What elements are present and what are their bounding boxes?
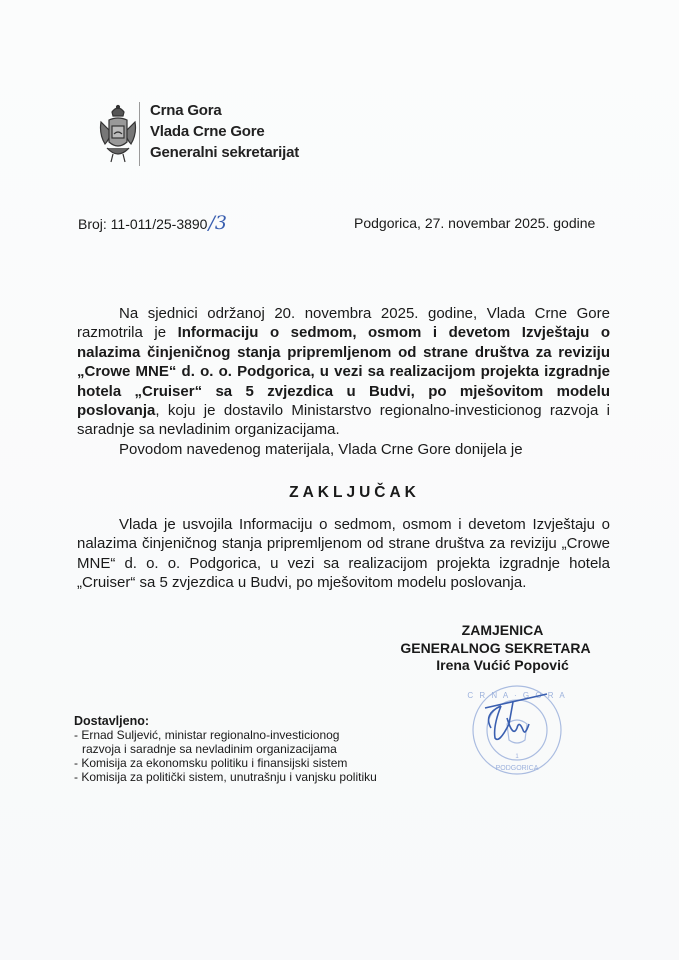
signatory-name: Irena Vućić Popović: [436, 657, 569, 673]
conclusion-title: ZAKLJUČAK: [289, 484, 420, 501]
paragraph-conclusion: Vlada je usvojila Informaciju o sedmom, osmom i devetom Izvještaju o nalazima činjeničnog stanja pripremljenom od strane društva za reviziju „Crowe MNE“ d. o. o. Podgorica, u vezi sa realizacijom projekta izgradnje hotela „Cruiser“ sa 5 zvjezdica u Budvi, po mješovitom modelu poslovanja.: [77, 516, 610, 592]
country-name: Crna Gora: [150, 102, 222, 119]
distribution-item: - Komisija za politički sistem, unutrašnju i vanjsku politiku: [74, 770, 377, 784]
office-name: Generalni sekretarijat: [150, 144, 300, 161]
paragraph-session: Na sjednici održanoj 20. novembra 2025. godine, Vlada Crne Gore razmotrila je Informaciju o sedmom, osmom i devetom Izvještaju o nalazima činjeničnog stanja pripremljenom od strane društva za reviziju „Crowe MNE“ d. o. o. Podgorica, u vezi sa realizacijom projekta izgradnje hotela „Cruiser“ sa 5 zvjezdica u Budvi, po mješovitom modelu poslovanja, koju je dostavilo Ministarstvo regionalno-investicionog razvoja i saradnje sa nevladinim organizacijama.: [77, 305, 610, 439]
distribution-heading: Dostavljeno:: [74, 714, 150, 728]
document-date: Podgorica, 27. novembar 2025. godine: [354, 215, 596, 231]
montenegro-coat-of-arms-icon: [97, 104, 139, 166]
paragraph-decision-intro: Povodom navedenog materijala, Vlada Crne Gore donijela je: [119, 441, 523, 458]
information-title: Informaciju o sedmom, osmom i devetom Izvještaju o nalazima činjeničnog stanja pripremljenom od strane društva za reviziju „Crowe MNE“ d. o. o. Podgorica, u vezi sa realizacijom projekta izgradnje hotela „Cruiser“ sa 5 zvjezdica u Budvi, po mješovitom modelu poslovanja: [77, 324, 610, 420]
letterhead: [97, 100, 299, 170]
distribution-item: - Komisija za ekonomsku politiku i finansijski sistem: [74, 756, 348, 770]
distribution-list: [74, 714, 377, 784]
svg-text:PODGORICA: PODGORICA: [495, 765, 539, 772]
svg-text:C R N A · G O R A: C R N A · G O R A: [467, 691, 567, 700]
signatory-title-2: GENERALNOG SEKRETARA: [400, 639, 591, 656]
distribution-item: - Ernad Suljević, ministar regionalno-investicionog: [74, 728, 340, 742]
svg-text:1: 1: [515, 754, 519, 760]
official-stamp-icon: [455, 678, 575, 778]
handwritten-suffix: /3: [208, 212, 227, 234]
header-divider: [139, 102, 140, 166]
distribution-item: razvoja i saradnje sa nevladinim organizacijama: [82, 742, 337, 756]
government-name: Vlada Crne Gore: [150, 123, 265, 140]
signatory-title-1: ZAMJENICA: [461, 622, 544, 638]
reference-number: Broj: 11-011/25-3890/3: [78, 212, 227, 234]
signature-block: [380, 622, 625, 675]
